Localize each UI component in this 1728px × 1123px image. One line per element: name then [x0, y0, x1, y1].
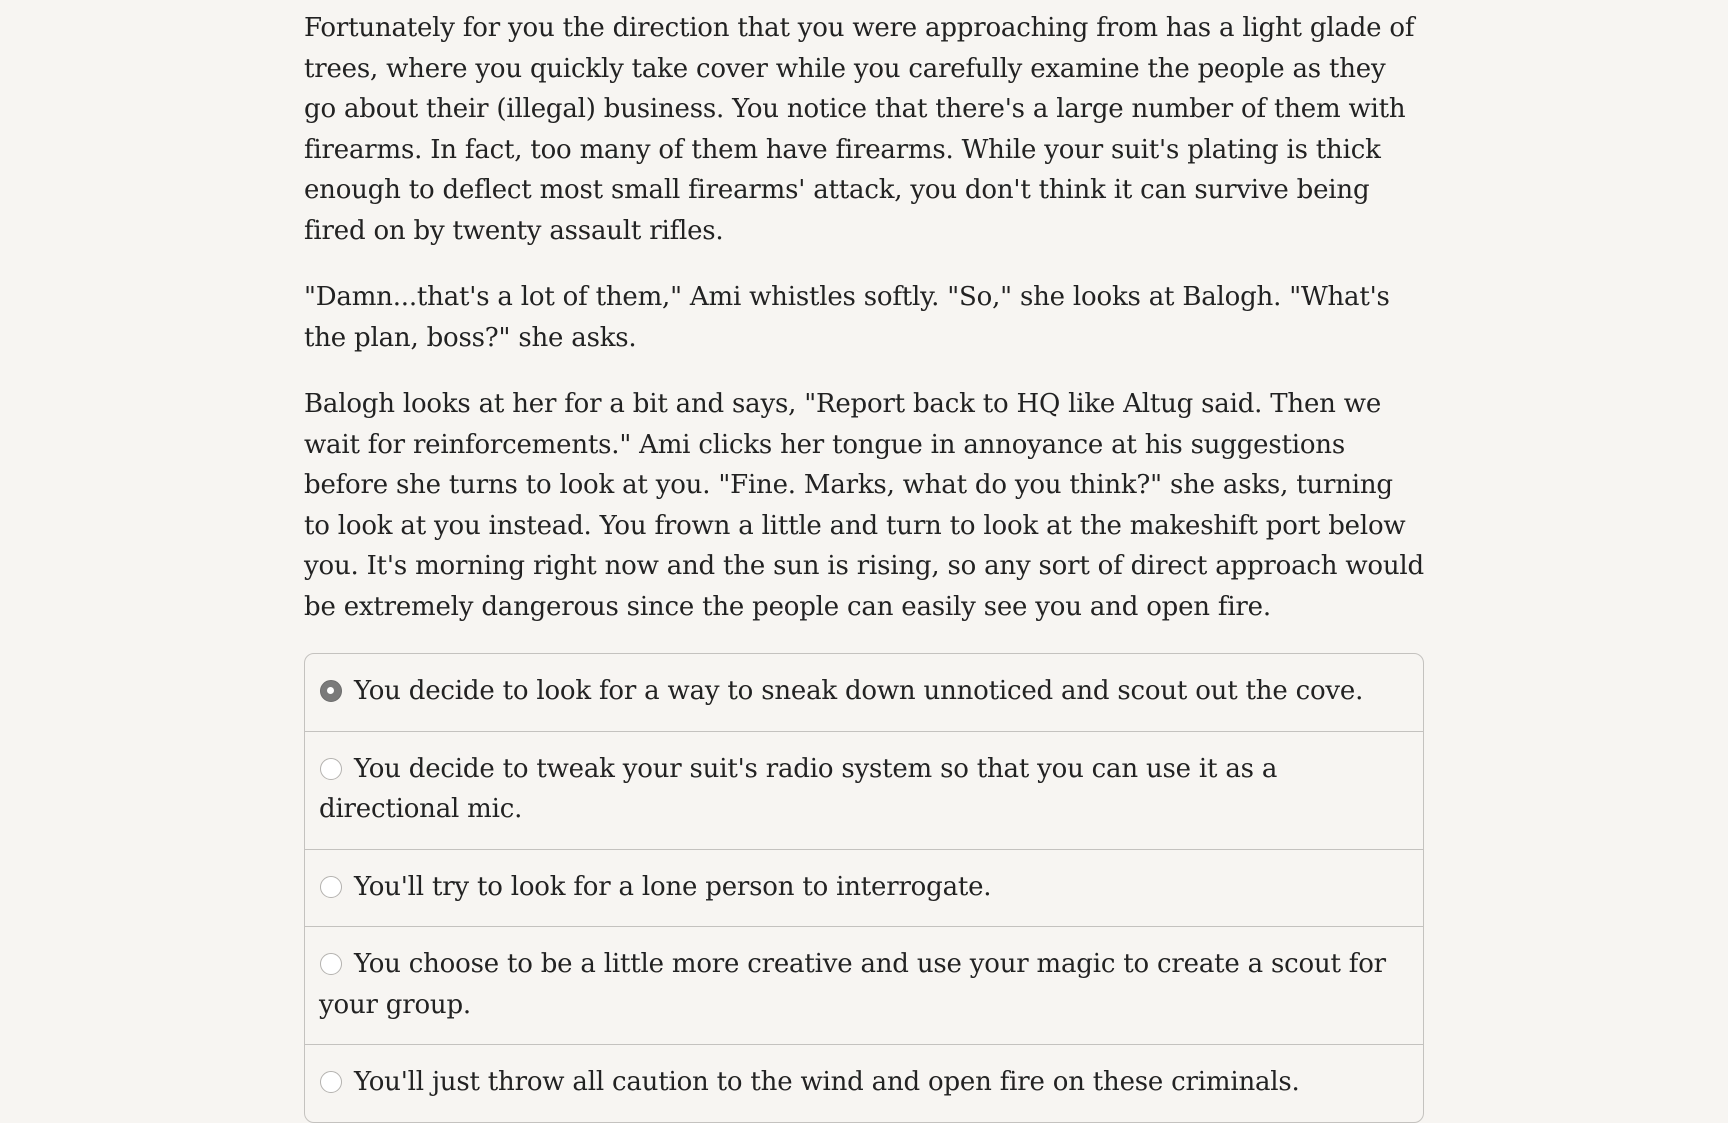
- choice-label: You decide to tweak your suit's radio system so that you can use it as a directional mic.: [319, 753, 1278, 824]
- passage-paragraph: "Damn...that's a lot of them," Ami whistles softly. "So," she looks at Balogh. "What's the plan, boss?" she asks.: [304, 282, 1390, 353]
- radio-selected-icon[interactable]: [320, 680, 342, 702]
- choice-option-open-fire[interactable]: [305, 1044, 1423, 1122]
- choice-option-radio-mic[interactable]: [305, 731, 1423, 849]
- passage-paragraph: Fortunately for you the direction that you were approaching from has a light glade of trees, where you quickly take cover while you carefully examine the people as they go about their (illegal) business. You notice that there's a large number of them with firearms. In fact, too many of them have firearms. While your suit's plating is thick enough to deflect most small firearms' attack, you don't think it can survive being fired on by twenty assault rifles.: [304, 13, 1415, 246]
- choice-list: [304, 653, 1424, 1123]
- radio-unselected-icon[interactable]: [320, 1071, 342, 1093]
- story-panel: [304, 8, 1424, 1123]
- choice-label: You choose to be a little more creative and use your magic to create a scout for your group.: [319, 949, 1386, 1020]
- choice-option-interrogate[interactable]: [305, 849, 1423, 927]
- choice-option-sneak[interactable]: [305, 654, 1423, 731]
- radio-unselected-icon[interactable]: [320, 758, 342, 780]
- choice-option-magic-scout[interactable]: [305, 926, 1423, 1044]
- choice-label: You decide to look for a way to sneak down unnoticed and scout out the cove.: [354, 676, 1364, 706]
- choice-label: You'll just throw all caution to the wind and open fire on these criminals.: [354, 1067, 1300, 1097]
- passage-paragraph: Balogh looks at her for a bit and says, "Report back to HQ like Altug said. Then we wait for reinforcements." Ami clicks her tongue in annoyance at his suggestions before she turns to look at you. "Fine. Marks, what do you think?" she asks, turning to look at you instead. You frown a little and turn to look at the makeshift port below you. It's morning right now and the sun is rising, so any sort of direct approach would be extremely dangerous since the people can easily see you and open fire.: [304, 389, 1424, 622]
- story-passage: [304, 8, 1424, 627]
- radio-unselected-icon[interactable]: [320, 876, 342, 898]
- choice-label: You'll try to look for a lone person to interrogate.: [354, 871, 992, 902]
- radio-unselected-icon[interactable]: [320, 953, 342, 975]
